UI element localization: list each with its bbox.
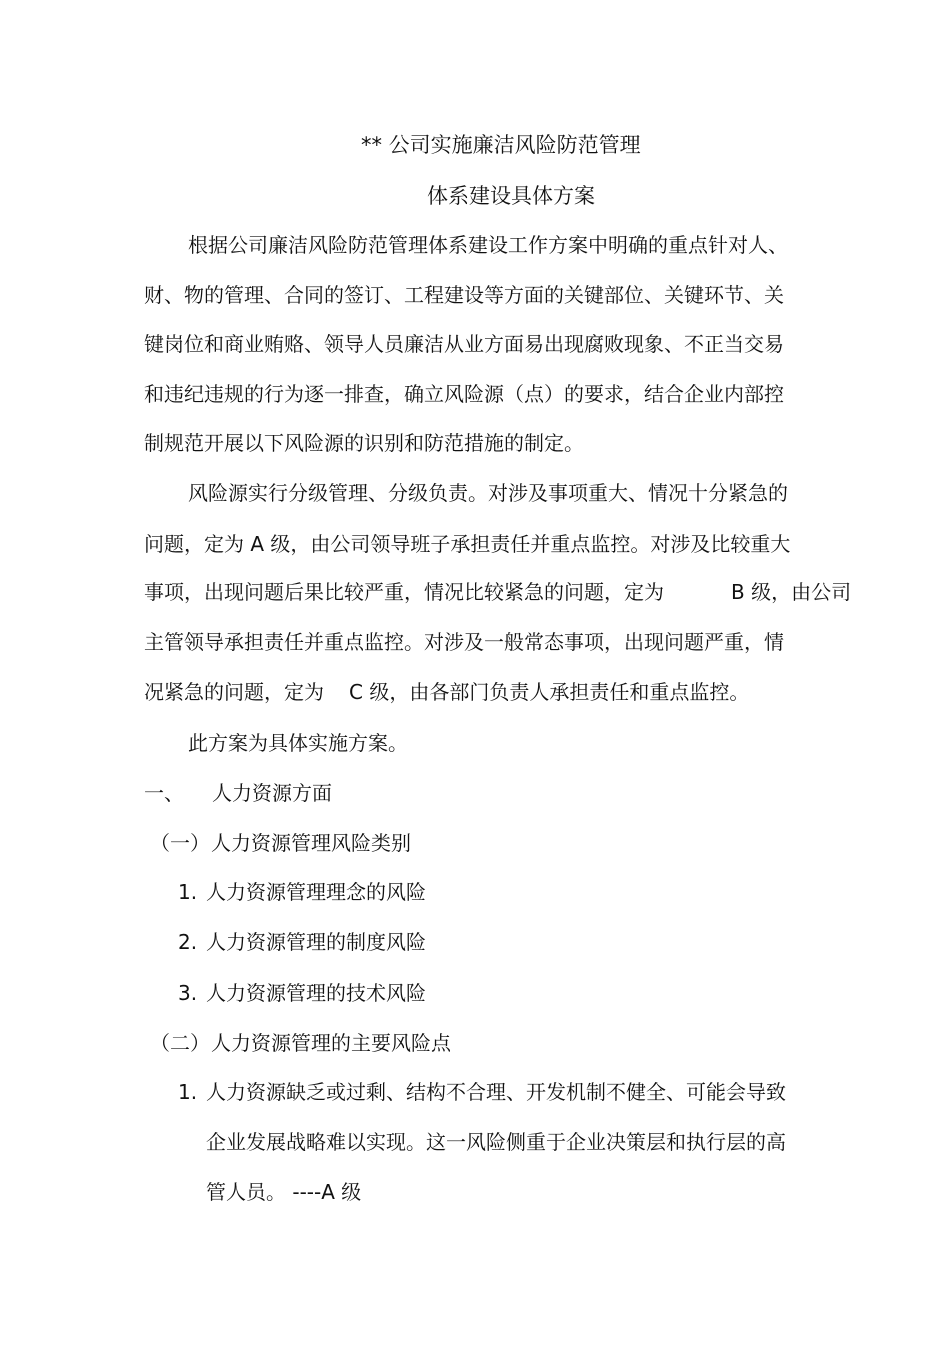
list-item-text: 人力资源管理理念的风险 <box>206 880 426 904</box>
document-title-line1: ** 公司实施廉洁风险防范管理 <box>361 133 641 157</box>
list-item-text: 人力资源管理的制度风险 <box>206 930 426 954</box>
para2-line: 事项，出现问题后果比较严重，情况比较紧急的问题，定为 <box>144 580 664 604</box>
para2-line: 况紧急的问题，定为 <box>144 680 324 704</box>
sub2-heading: 人力资源管理的主要风险点 <box>211 1031 451 1055</box>
section1-number: 一、 <box>144 781 184 805</box>
para1-line: 键岗位和商业贿赂、领导人员廉洁从业方面易出现腐败现象、不正当交易 <box>144 332 784 356</box>
para2-line: B 级，由公司 <box>731 580 852 604</box>
para2-line: 主管领导承担责任并重点监控。对涉及一般常态事项，出现问题严重，情 <box>144 630 784 654</box>
para1-line: 和违纪违规的行为逐一排查，确立风险源（点）的要求，结合企业内部控 <box>144 382 784 406</box>
para1-line: 根据公司廉洁风险防范管理体系建设工作方案中明确的重点针对人、 <box>188 233 788 257</box>
list-item-text: 人力资源管理的技术风险 <box>206 981 426 1005</box>
list-item-text: 人力资源缺乏或过剩、结构不合理、开发机制不健全、可能会导致 <box>206 1080 786 1104</box>
para2-line: C 级，由各部门负责人承担责任和重点监控。 <box>349 680 750 704</box>
list-item-number: 1. <box>178 880 198 904</box>
list-item-number: 1. <box>178 1080 198 1104</box>
list-item-text: 管人员。 ----A 级 <box>206 1180 362 1204</box>
sub1-number: （一） <box>150 831 210 855</box>
list-item-number: 3. <box>178 981 198 1005</box>
para2-line: 风险源实行分级管理、分级负责。对涉及事项重大、情况十分紧急的 <box>188 481 788 505</box>
list-item-text: 企业发展战略难以实现。这一风险侧重于企业决策层和执行层的高 <box>206 1130 786 1154</box>
section1-heading: 人力资源方面 <box>212 781 332 805</box>
list-item-number: 2. <box>178 930 198 954</box>
document-title-line2: 体系建设具体方案 <box>427 184 595 208</box>
para1-line: 财、物的管理、合同的签订、工程建设等方面的关键部位、关键环节、关 <box>144 283 784 307</box>
para2-line: 问题，定为 A 级，由公司领导班子承担责任并重点监控。对涉及比较重大 <box>144 532 791 556</box>
sub1-heading: 人力资源管理风险类别 <box>211 831 411 855</box>
para1-line: 制规范开展以下风险源的识别和防范措施的制定。 <box>144 431 584 455</box>
para3-line: 此方案为具体实施方案。 <box>188 731 408 755</box>
sub2-number: （二） <box>150 1031 210 1055</box>
